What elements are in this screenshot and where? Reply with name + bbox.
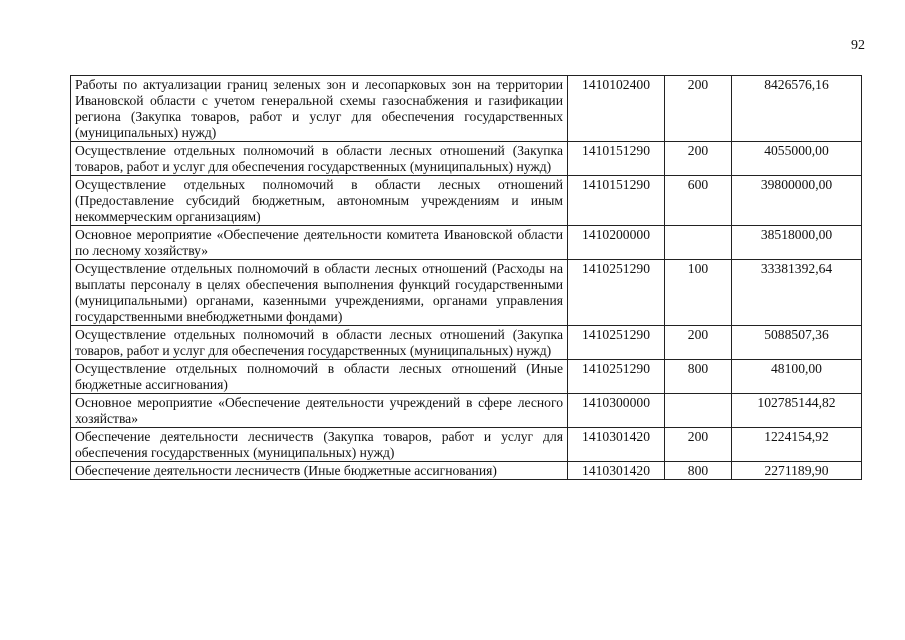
row-expense-type: 200: [665, 326, 732, 360]
row-target-code: 1410102400: [568, 76, 665, 142]
row-amount: 38518000,00: [732, 226, 862, 260]
row-expense-type: 600: [665, 176, 732, 226]
row-description: Осуществление отдельных полномочий в области лесных отношений (Закупка товаров, работ и услуг для обеспечения государственных (муниципальных) нужд): [71, 142, 568, 176]
budget-table: [70, 75, 862, 480]
row-expense-type: 200: [665, 76, 732, 142]
row-amount: 5088507,36: [732, 326, 862, 360]
row-description: Работы по актуализации границ зеленых зон и лесопарковых зон на территории Ивановской области с учетом генеральной схемы газоснабжения и газификации региона (Закупка товаров, работ и услуг для обеспечения государственных (муниципальных) нужд): [71, 76, 568, 142]
table-row: [71, 394, 862, 428]
table-row: [71, 176, 862, 226]
row-expense-type: 100: [665, 260, 732, 326]
row-amount: 8426576,16: [732, 76, 862, 142]
row-amount: 1224154,92: [732, 428, 862, 462]
row-expense-type: 200: [665, 428, 732, 462]
row-amount: 102785144,82: [732, 394, 862, 428]
row-target-code: 1410251290: [568, 360, 665, 394]
table-row: [71, 360, 862, 394]
row-amount: 48100,00: [732, 360, 862, 394]
row-target-code: 1410151290: [568, 142, 665, 176]
row-expense-type: [665, 394, 732, 428]
row-amount: 33381392,64: [732, 260, 862, 326]
table-row: [71, 428, 862, 462]
table-row: [71, 462, 862, 480]
row-description: Осуществление отдельных полномочий в области лесных отношений (Иные бюджетные ассигнования): [71, 360, 568, 394]
row-target-code: 1410251290: [568, 260, 665, 326]
row-target-code: 1410301420: [568, 462, 665, 480]
row-target-code: 1410251290: [568, 326, 665, 360]
row-expense-type: [665, 226, 732, 260]
table-row: [71, 76, 862, 142]
row-description: Осуществление отдельных полномочий в области лесных отношений (Предоставление субсидий бюджетным, автономным учреждениям и иным некоммерческим организациям): [71, 176, 568, 226]
row-amount: 4055000,00: [732, 142, 862, 176]
table-row: [71, 142, 862, 176]
row-description: Основное мероприятие «Обеспечение деятельности комитета Ивановской области по лесному хозяйству»: [71, 226, 568, 260]
budget-table-body: [71, 76, 862, 480]
table-row: [71, 260, 862, 326]
row-target-code: 1410200000: [568, 226, 665, 260]
row-amount: 39800000,00: [732, 176, 862, 226]
row-amount: 2271189,90: [732, 462, 862, 480]
row-description: Осуществление отдельных полномочий в области лесных отношений (Закупка товаров, работ и услуг для обеспечения государственных (муниципальных) нужд): [71, 326, 568, 360]
row-description: Обеспечение деятельности лесничеств (Закупка товаров, работ и услуг для обеспечения государственных (муниципальных) нужд): [71, 428, 568, 462]
row-expense-type: 800: [665, 462, 732, 480]
table-row: [71, 326, 862, 360]
page-number: 92: [851, 38, 865, 53]
row-description: Обеспечение деятельности лесничеств (Иные бюджетные ассигнования): [71, 462, 568, 480]
row-target-code: 1410301420: [568, 428, 665, 462]
row-expense-type: 200: [665, 142, 732, 176]
table-row: [71, 226, 862, 260]
row-description: Осуществление отдельных полномочий в области лесных отношений (Расходы на выплаты персоналу в целях обеспечения выполнения функций государственными (муниципальными) органами, казенными учреждениями, органами управления государственными внебюджетными фондами): [71, 260, 568, 326]
row-expense-type: 800: [665, 360, 732, 394]
row-target-code: 1410151290: [568, 176, 665, 226]
row-target-code: 1410300000: [568, 394, 665, 428]
row-description: Основное мероприятие «Обеспечение деятельности учреждений в сфере лесного хозяйства»: [71, 394, 568, 428]
